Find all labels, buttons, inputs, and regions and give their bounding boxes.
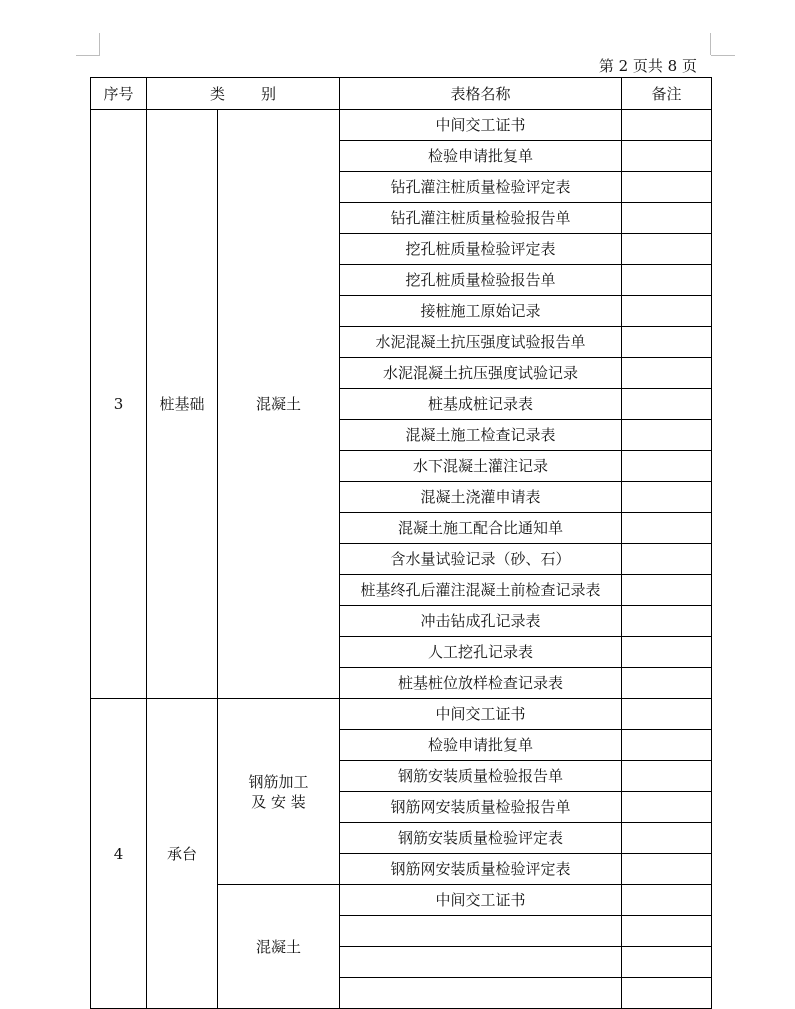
form-name-cell [340,947,622,978]
form-name-cell: 中间交工证书 [340,699,622,730]
note-cell [622,606,712,637]
note-cell [622,544,712,575]
note-cell [622,389,712,420]
seq-cell: 4 [91,699,147,1009]
crop-mark-left-vertical [99,33,100,55]
note-cell [622,141,712,172]
subcategory-cell: 混凝土 [218,110,340,699]
note-cell [622,730,712,761]
form-name-cell: 水泥混凝土抗压强度试验报告单 [340,327,622,358]
crop-mark-left-horizontal [76,55,100,56]
note-cell [622,885,712,916]
category-cell: 承台 [147,699,218,1009]
subcategory-line-2: 及 安 装 [251,792,306,811]
note-cell [622,854,712,885]
table-row [91,699,712,730]
note-cell [622,203,712,234]
forms-table [90,77,712,1009]
subcategory-cell: 混凝土 [218,885,340,1009]
form-name-cell [340,978,622,1009]
header-seq: 序号 [91,78,147,110]
note-cell [622,575,712,606]
form-name-cell: 人工挖孔记录表 [340,637,622,668]
form-name-cell: 挖孔桩质量检验报告单 [340,265,622,296]
header-form-name: 表格名称 [340,78,622,110]
form-name-cell: 中间交工证书 [340,110,622,141]
form-name-cell: 冲击钻成孔记录表 [340,606,622,637]
form-name-cell: 钢筋网安装质量检验评定表 [340,854,622,885]
page-indicator: 第 2 页共 8 页 [598,57,697,75]
note-cell [622,327,712,358]
note-cell [622,234,712,265]
header-row [91,78,712,110]
subcategory-line-1: 钢筋加工 [248,772,309,791]
form-name-cell: 桩基终孔后灌注混凝土前检查记录表 [340,575,622,606]
form-name-cell: 桩基成桩记录表 [340,389,622,420]
form-name-cell: 水泥混凝土抗压强度试验记录 [340,358,622,389]
form-name-cell: 钢筋网安装质量检验报告单 [340,792,622,823]
subcategory-cell [218,699,340,885]
form-name-cell: 钢筋安装质量检验报告单 [340,761,622,792]
form-name-cell: 桩基桩位放样检查记录表 [340,668,622,699]
note-cell [622,296,712,327]
crop-mark-right-vertical [710,33,711,55]
form-name-cell: 含水量试验记录（砂、石） [340,544,622,575]
note-cell [622,792,712,823]
form-name-cell: 挖孔桩质量检验评定表 [340,234,622,265]
table-row [91,110,712,141]
note-cell [622,947,712,978]
seq-cell: 3 [91,110,147,699]
form-name-cell: 检验申请批复单 [340,730,622,761]
form-name-cell: 中间交工证书 [340,885,622,916]
note-cell [622,358,712,389]
form-name-cell: 混凝土浇灌申请表 [340,482,622,513]
form-name-cell: 混凝土施工配合比通知单 [340,513,622,544]
header-note: 备注 [622,78,712,110]
note-cell [622,637,712,668]
form-name-cell: 混凝土施工检查记录表 [340,420,622,451]
form-name-cell: 钻孔灌注桩质量检验报告单 [340,203,622,234]
note-cell [622,420,712,451]
note-cell [622,513,712,544]
note-cell [622,823,712,854]
note-cell [622,699,712,730]
form-name-cell: 钻孔灌注桩质量检验评定表 [340,172,622,203]
form-name-cell [340,916,622,947]
note-cell [622,668,712,699]
note-cell [622,451,712,482]
crop-mark-right-horizontal [711,55,735,56]
note-cell [622,978,712,1009]
header-category [147,78,340,110]
note-cell [622,172,712,203]
note-cell [622,761,712,792]
form-name-cell: 检验申请批复单 [340,141,622,172]
note-cell [622,265,712,296]
header-category-b: 别 [261,84,277,103]
note-cell [622,482,712,513]
category-cell: 桩基础 [147,110,218,699]
note-cell [622,110,712,141]
note-cell [622,916,712,947]
form-name-cell: 水下混凝土灌注记录 [340,451,622,482]
form-name-cell: 钢筋安装质量检验评定表 [340,823,622,854]
form-name-cell: 接桩施工原始记录 [340,296,622,327]
header-category-a: 类 [209,84,225,103]
